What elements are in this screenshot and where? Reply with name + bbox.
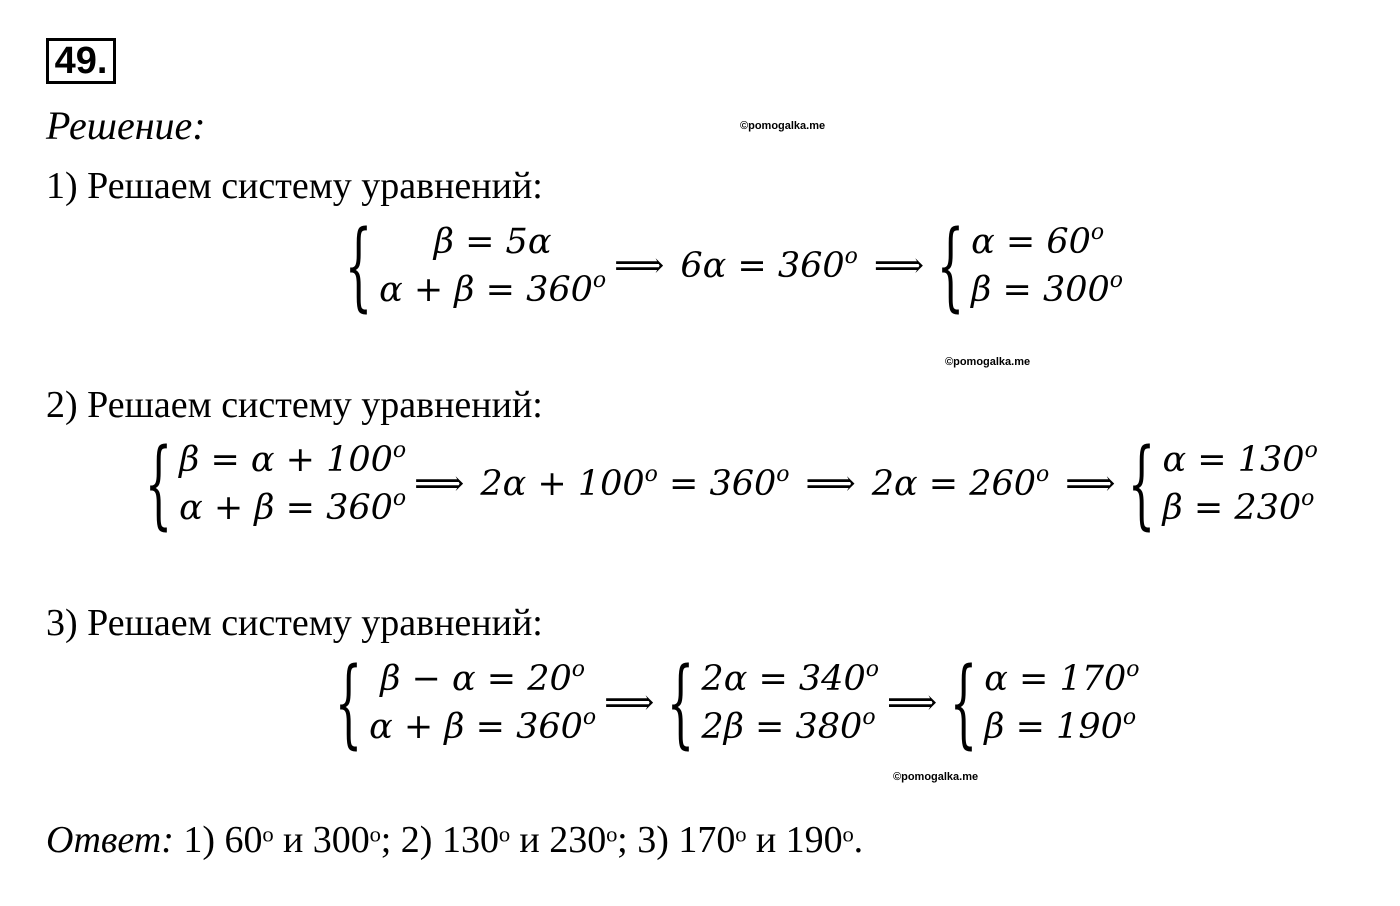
step-3-math — [330, 647, 1140, 759]
system-2b — [1123, 428, 1318, 540]
implies-arrow: ⟹ — [805, 464, 856, 504]
equation: $\alpha = 170^o$ — [984, 657, 1140, 699]
system-3a — [330, 647, 597, 759]
left-brace: { — [344, 210, 373, 322]
equation: $\beta = 190^o$ — [984, 705, 1137, 747]
answer-line — [46, 818, 863, 862]
equation: β = 5α — [433, 222, 552, 262]
step-3-label: 3) Решаем систему уравнений: — [46, 602, 543, 644]
system-1b — [932, 210, 1124, 322]
answer-label: Ответ: — [46, 819, 174, 861]
implies-arrow: ⟹ — [886, 683, 938, 723]
implies-arrow: ⟹ — [873, 246, 925, 286]
equation: $\alpha + \beta = 360^o$ — [369, 705, 597, 747]
implies-arrow: ⟹ — [414, 464, 465, 504]
left-brace: { — [1128, 428, 1156, 540]
solution-heading: Решение: — [46, 103, 206, 148]
equation: $\alpha = 60^o$ — [971, 220, 1105, 262]
intermediate-equation: $2\alpha + 100^o = 360^o$ — [480, 462, 790, 504]
intermediate-equation: $2\alpha = 260^o$ — [871, 462, 1050, 504]
implies-arrow: ⟹ — [604, 683, 655, 723]
system-3c — [945, 647, 1140, 759]
equation: $\alpha + \beta = 360^o$ — [179, 486, 407, 528]
left-brace: { — [949, 647, 978, 759]
left-brace: { — [144, 428, 173, 540]
implies-arrow: ⟹ — [614, 246, 665, 286]
equation: $2\beta = 380^o$ — [701, 705, 876, 747]
watermark: ©pomogalka.me — [893, 771, 979, 783]
left-brace: { — [936, 210, 965, 322]
watermark: ©pomogalka.me — [740, 120, 826, 132]
equation: $\beta = 230^o$ — [1162, 486, 1315, 528]
system-1a — [340, 210, 607, 322]
intermediate-equation: $6\alpha = 360^o$ — [680, 244, 858, 286]
equation: $\beta = \alpha + 100^o$ — [179, 438, 407, 480]
problem-number: 49. — [46, 38, 116, 84]
step-2-label: 2) Решаем систему уравнений: — [46, 384, 543, 426]
watermark: ©pomogalka.me — [945, 356, 1031, 368]
equation: $2\alpha = 340^o$ — [701, 657, 879, 699]
equation: $\beta - \alpha = 20^o$ — [380, 657, 586, 699]
system-3b — [662, 647, 879, 759]
step-1-math — [340, 210, 1124, 322]
left-brace: { — [334, 647, 363, 759]
equation: $\beta = 300^o$ — [971, 268, 1124, 310]
answer-text: 1) 60ᵒ и 300ᵒ; 2) 130ᵒ и 230ᵒ; 3) 170ᵒ и 190ᵒ. — [173, 819, 864, 861]
equation: $\alpha = 130^o$ — [1162, 438, 1318, 480]
system-2a — [140, 428, 407, 540]
step-2-math — [140, 428, 1318, 540]
implies-arrow: ⟹ — [1065, 464, 1116, 504]
left-brace: { — [667, 647, 695, 759]
equation: $\alpha + \beta = 360^o$ — [379, 268, 607, 310]
step-1-label: 1) Решаем систему уравнений: — [46, 165, 543, 207]
